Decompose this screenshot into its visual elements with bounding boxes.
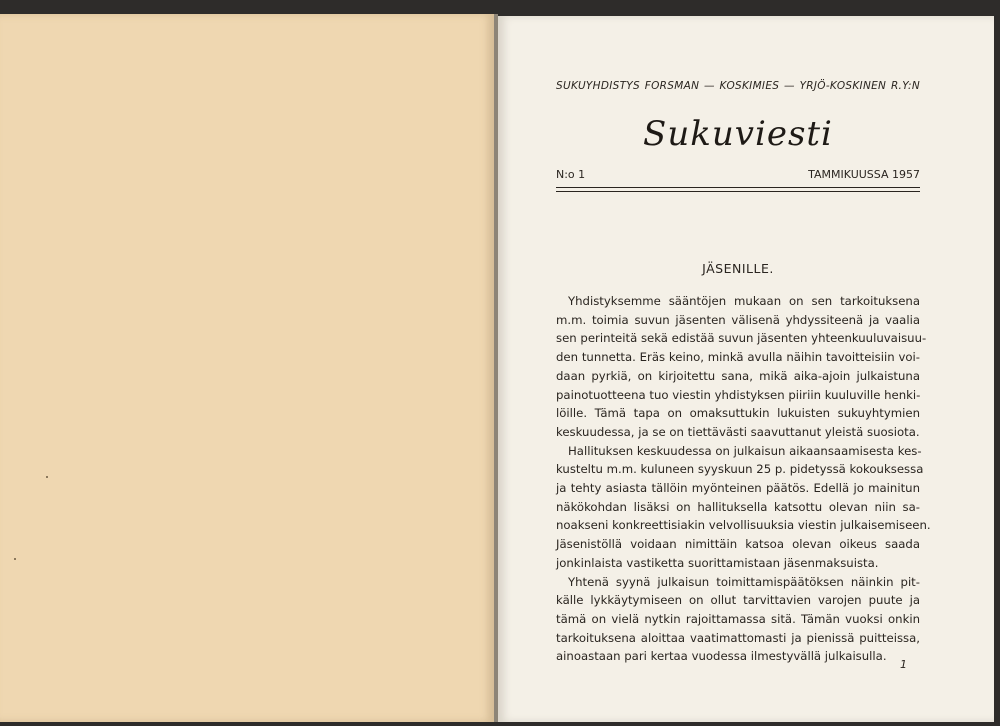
article-line: m.m. toimia suvun jäsenten välisenä yhdyssiteenä ja vaalia: [556, 312, 920, 327]
article-body: [556, 292, 931, 666]
article-line: painotuotteena tuo viestin yhdistyksen piiriin kuuluville henki-: [556, 387, 921, 402]
article-line: Jäsenistöllä voidaan nimittäin katsoa olevan oikeus saada: [556, 537, 920, 552]
header-rule: [556, 191, 920, 192]
article-line: ja tehty asiasta tällöin myönteinen päätös. Edellä jo mainitun: [556, 481, 920, 496]
article-line: keskuudessa, ja se on tiettävästi saavuttanut yleistä suosiota.: [556, 424, 920, 439]
article-line: daan pyrkiä, on kirjoitettu sana, mikä aika-ajoin julkaistuna: [556, 368, 920, 383]
article-line: källe lykkäytymiseen on ollut tarvittavien varojen puute ja: [556, 593, 920, 608]
article-line: näkökohdan lisäksi on hallituksella katsottu olevan niin sa-: [556, 499, 920, 514]
page-number: 1: [900, 658, 907, 671]
article-line: tarkoituksena aloittaa vaatimattomasti ja pienissä puitteissa,: [556, 630, 920, 645]
article-line: den tunnetta. Eräs keino, minkä avulla näihin tavoitteisiin voi-: [556, 350, 920, 365]
article-line: Hallituksen keskuudessa on julkaisun aikaansaamisesta kes-: [568, 443, 922, 458]
newsletter-title: Sukuviesti: [643, 114, 833, 154]
article-line: ainoastaan pari kertaa vuodessa ilmestyvällä julkaisulla.: [556, 649, 887, 664]
paper-speck: [46, 476, 48, 478]
issue-line: [556, 168, 920, 181]
society-name: SUKUYHDISTYS FORSMAN — KOSKIMIES — YRJÖ-KOSKINEN R.Y:N: [556, 80, 920, 92]
article-line: löille. Tämä tapa on omaksuttukin lukuisten sukuyhtymien: [556, 406, 920, 421]
issue-number: N:o 1: [556, 168, 586, 181]
header-rule: [556, 187, 920, 188]
blank-left-page: [0, 14, 495, 722]
newsletter-page: [498, 16, 994, 722]
article-line: Yhdistyksemme sääntöjen mukaan on sen tarkoituksena: [568, 294, 920, 308]
article-line: kusteltu m.m. kuluneen syyskuun 25 p. pidetyssä kokouksessa: [556, 462, 924, 477]
article-heading: JÄSENILLE.: [702, 261, 774, 276]
article-line: noakseni konkreettisiakin velvollisuuksia viestin julkaisemiseen.: [556, 518, 931, 533]
article-line: tämä on vielä nytkin rajoittamassa sitä. Tämän vuoksi onkin: [556, 611, 920, 626]
article-line: jonkinlaista vastiketta suorittamistaan jäsenmaksuista.: [556, 555, 879, 570]
article-line: sen perinteitä sekä edistää suvun jäsenten yhteenkuuluvaisuu-: [556, 331, 927, 346]
paper-speck: [14, 558, 16, 560]
issue-date: TAMMIKUUSSA 1957: [808, 168, 920, 181]
article-line: Yhtenä syynä julkaisun toimittamispäätöksen näinkin pit-: [568, 574, 920, 589]
